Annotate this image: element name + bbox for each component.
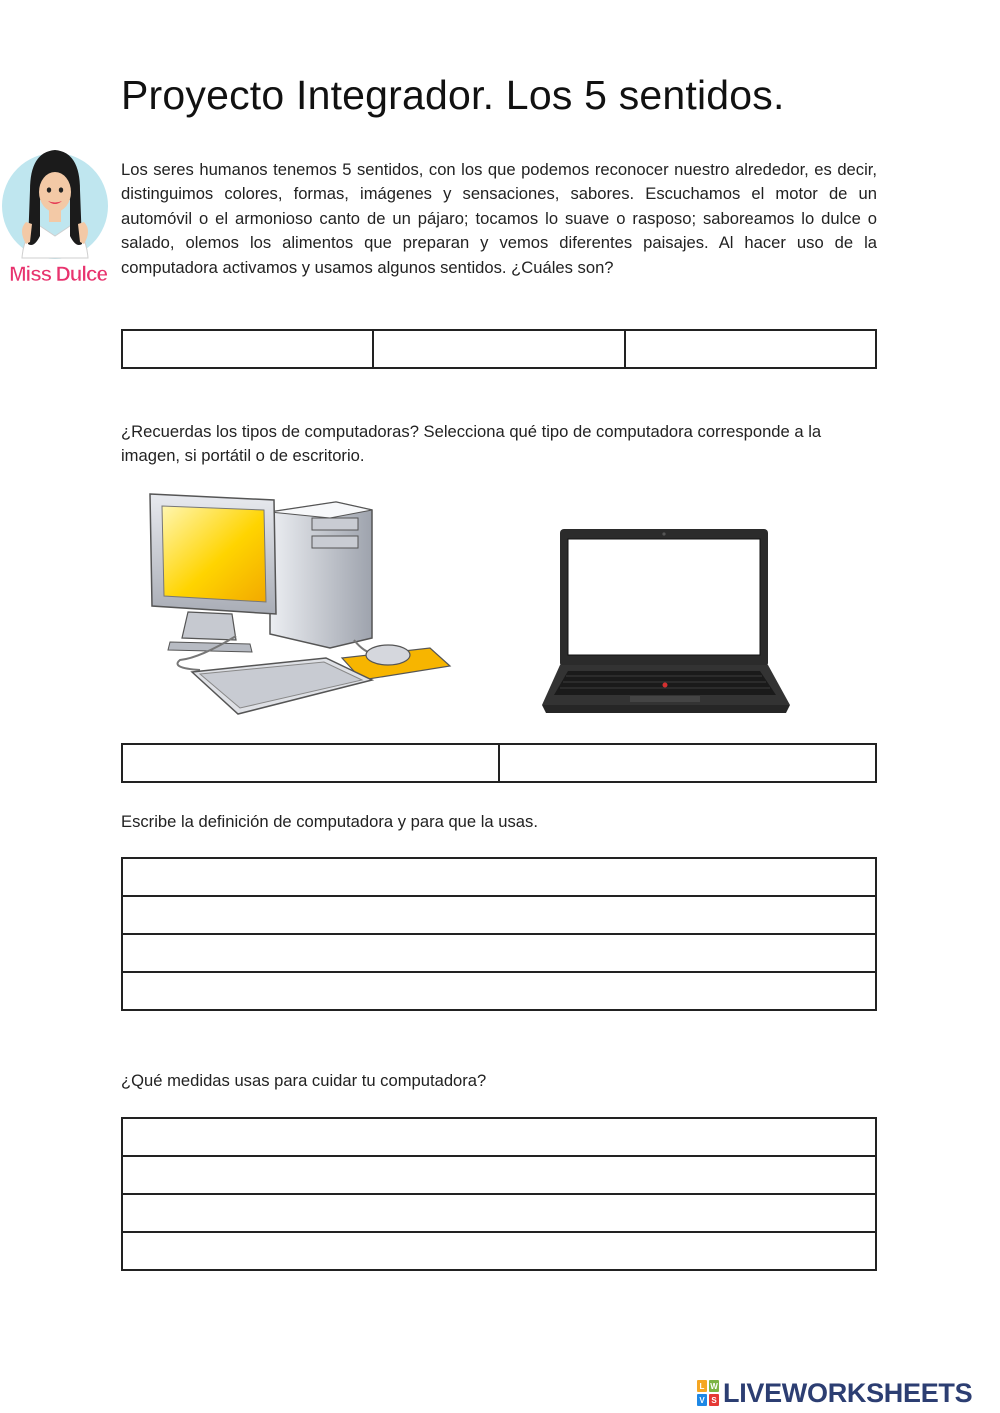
computer-type-answer-table [121,743,877,783]
liveworksheets-logo [697,1376,972,1410]
avatar-name-label: Miss Dulce [9,263,107,286]
question-care: ¿Qué medidas usas para cuidar tu computadora? [121,1071,487,1090]
intro-paragraph: Los seres humanos tenemos 5 sentidos, con los que podemos reconocer nuestro alrededor, es decir, distinguimos colores, formas, imágenes y sensaciones, sabores. Escuchamos el motor de un automóvil o el armonioso canto de un pájaro; tocamos lo suave o rasposo; saboreamos lo dulce o salado, olemos los alimentos que preparan y vemos diferentes paisajes. Al hacer uso de la computadora activamos y usamos algunos sentidos. ¿Cuáles son? [121,160,877,277]
liveworksheets-logo-text: LIVEWORKSHEETS [723,1377,973,1408]
page-title: Proyecto Integrador. Los 5 sentidos. [121,72,785,118]
answer-line[interactable] [122,858,876,896]
answer-line[interactable] [122,1232,876,1270]
logo-tile: V [697,1394,707,1406]
definition-answer-table [121,857,877,1011]
answer-line[interactable] [122,1118,876,1156]
answer-cell[interactable] [625,330,876,368]
care-answer-table [121,1117,877,1271]
answer-line[interactable] [122,1194,876,1232]
logo-tile: W [710,1381,718,1391]
answer-cell[interactable] [499,744,876,782]
answer-cell[interactable] [122,744,499,782]
senses-answer-table [121,329,877,369]
question-definition: Escribe la definición de computadora y para que la usas. [121,812,538,831]
logo-tile: L [697,1380,707,1392]
liveworksheets-logo-icon [697,1380,719,1406]
answer-line[interactable] [122,972,876,1010]
desktop-computer-image [140,488,460,720]
question-computer-types: ¿Recuerdas los tipos de computadoras? Selecciona qué tipo de computadora corresponde a la imagen, si portátil o de escritorio. [121,422,822,466]
answer-cell[interactable] [373,330,624,368]
logo-tile: S [709,1394,719,1406]
laptop-computer-image [538,525,792,717]
answer-cell[interactable] [122,330,373,368]
answer-line[interactable] [122,1156,876,1194]
miss-dulce-avatar [0,140,112,295]
answer-line[interactable] [122,934,876,972]
answer-line[interactable] [122,896,876,934]
